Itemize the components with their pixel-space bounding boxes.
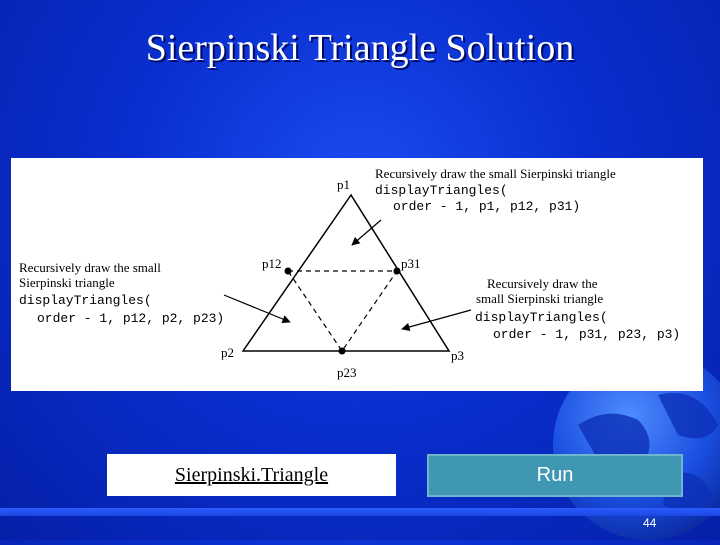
run-button[interactable]: Run (427, 454, 683, 497)
label-p23: p23 (337, 365, 357, 380)
label-p3: p3 (451, 348, 464, 363)
annotation-left-code2: order - 1, p12, p2, p23) (37, 311, 225, 326)
annotation-right-text1: Recursively draw the (487, 276, 598, 291)
label-p2: p2 (221, 345, 234, 360)
arrow-left (224, 295, 290, 322)
annotation-right-code1: displayTriangles( (475, 310, 608, 325)
outer-triangle (243, 195, 449, 351)
annotation-top-code2: order - 1, p1, p12, p31) (393, 199, 581, 214)
annotation-right-text2: small Sierpinski triangle (476, 291, 604, 306)
sierpinski-triangle-link[interactable]: Sierpinski.Triangle (174, 463, 329, 486)
annotation-top-text: Recursively draw the small Sierpinski triangle (375, 166, 616, 181)
page-number: 44 (643, 516, 657, 530)
point-p31 (394, 268, 401, 275)
annotation-left-text1: Recursively draw the small (19, 260, 161, 275)
label-p12: p12 (262, 256, 282, 271)
annotation-right-code2: order - 1, p31, p23, p3) (493, 327, 681, 342)
point-p23 (339, 348, 346, 355)
point-p12 (285, 268, 292, 275)
applet-link-box (107, 454, 396, 496)
label-p31: p31 (401, 256, 421, 271)
label-p1: p1 (337, 177, 350, 192)
annotation-left-text2: Sierpinski triangle (19, 275, 115, 290)
annotation-left-code1: displayTriangles( (19, 293, 152, 308)
arrow-top (352, 220, 381, 245)
page-title: Sierpinski Triangle Solution (145, 27, 575, 69)
inner-dashed-triangle (288, 271, 397, 351)
bottom-bar (0, 508, 720, 516)
annotation-top-code1: displayTriangles( (375, 183, 508, 198)
arrow-right (402, 310, 471, 329)
diagram-svg (11, 158, 703, 391)
sierpinski-diagram (11, 158, 703, 391)
